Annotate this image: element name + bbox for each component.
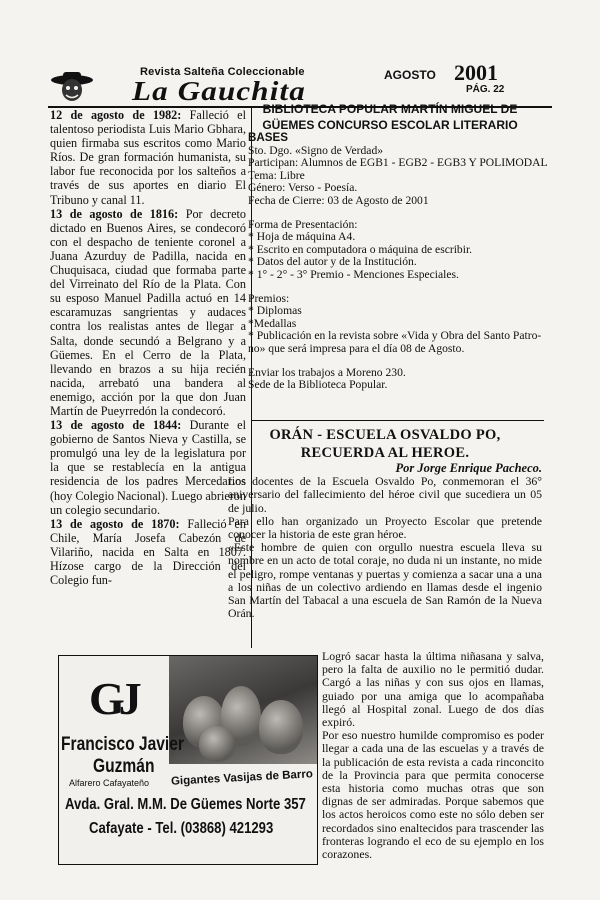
magazine-tagline: Revista Salteña Coleccionable: [140, 66, 305, 78]
contest-line: * Diplomas: [248, 304, 302, 318]
contest-line: Sede de la Biblioteca Popular.: [248, 378, 388, 392]
contest-line: Premios:: [248, 291, 290, 305]
article-continuation: [322, 650, 544, 861]
ephemeris-entry: [50, 517, 246, 587]
contest-line: no» que será impresa para el día 08 de Agosto.: [248, 341, 465, 355]
contest-line: Tema: Libre: [248, 168, 305, 182]
contest-title-line-2: GÜEMES CONCURSO ESCOLAR LITERARIO: [262, 118, 518, 132]
ephemeris-date: 13 de agosto de 1844:: [50, 418, 182, 433]
contest-line: Género: Verso - Poesía.: [248, 181, 358, 195]
contest-line: * Hoja de máquina A4.: [248, 230, 356, 244]
article-paragraph: Para ello han organizado un Proyecto Escolar que pretende conocer la historia de este gran héroe.: [228, 513, 542, 542]
library-contest-notice: [224, 100, 548, 392]
ephemeris-text: Durante el gobierno de Santos Nieva y Castilla, se promulgó una ley de la legislatura por la que se restablecía en la antigua residencia de los padres Mercedarios (hoy Colegio Nacional). Luego abrieron un colegio secundario.: [50, 418, 246, 517]
ephemeris-date: 13 de agosto de 1870:: [50, 516, 180, 531]
ephemerides-column: [50, 108, 246, 587]
ephemeris-date: 12 de agosto de 1982:: [50, 108, 182, 122]
article-paragraph: Logró sacar hasta la última niñasana y salva, pero la falta de auxilio no le permitió dudar. Cargó a las niñas y con sus ojos en llamas, guiado por una amiga que lo acompañaba llegó al Hospital zonal. Luego de dos días expiró.: [322, 649, 544, 730]
gaucho-logo-icon: [50, 70, 94, 104]
advertiser-first-name: Francisco Javier: [61, 734, 184, 755]
advertiser-slogan: Gigantes Vasijas de Barro: [170, 768, 314, 788]
oran-article: [228, 426, 542, 620]
pottery-advertisement: [58, 655, 318, 865]
contest-line: * Escrito en computadora o máquina de escribir.: [248, 242, 473, 256]
article-title-line-1: ORÁN - ESCUELA OSVALDO PO,: [269, 427, 501, 443]
article-title-line-2: RECUERDA AL HEROE.: [300, 445, 470, 461]
contest-body: [224, 131, 548, 392]
advertiser-city-phone: Cafayate - Tel. (03868) 421293: [89, 820, 274, 837]
advertiser-address: Avda. Gral. M.M. De Güemes Norte 357: [65, 796, 306, 813]
ephemeris-text: Por decreto dictado en Buenos Aires, se condecoró con el despacho de teniente coronel a Juana Azurduy de Padilla, nacida en Chuquisaca, ciudad que formaba parte del Virreinato del Río de la Plata. Con su esposo Manuel Padilla actuó en 14 escaramuzas sangrientas y audaces contra los realistas antes de llegar a Salta, donde secundó a Belgrano y a Güemes. En el Cerro de la Plata, llevando en brazos a su hija recién nacida, arrebató una bandera al enemigo, acción por la que don Juan Martín de Pueyrredón la condecoró.: [50, 206, 246, 418]
gj-monogram-logo: GJ: [89, 673, 136, 724]
article-paragraph: Los docentes de la Escuela Osvaldo Po, conmemoran el 36° aniversario del fallecimiento del héroe civil que sucediera un 05 de julio.: [228, 474, 542, 515]
article-paragraph: Por eso nuestro humilde compromiso es poder llegar a cada una de las escuelas y a través de la publicación de esta revista a cada rinconcito de la Provincia para que permita conocerse esta historia como muchas otras que son dignas de ser admiradas. Porque sabemos que los actos heroicos como este no sólo deben ser recordados sino enaltecidos para trascender las fronteras logrando el eco de su ejemplo en los corazones.: [322, 728, 544, 862]
section-divider: [252, 420, 544, 421]
clay-jars-photo: [169, 656, 317, 764]
ephemeris-entry: [50, 108, 246, 207]
ephemeris-date: 13 de agosto de 1816:: [50, 206, 179, 221]
ephemeris-entry: [50, 207, 246, 418]
contest-line: Enviar los trabajos a Moreno 230.: [248, 365, 406, 379]
advertiser-trade: Alfarero Cafayateño: [69, 778, 150, 788]
contest-line: Forma de Presentación:: [248, 217, 358, 231]
issue-year: 2001: [454, 60, 498, 85]
article-paragraph: «Este hombre de quien con orgullo nuestra escuela lleva su nombre en un acto de total coraje, no duda ni un instante, no mide el peligro, rompe ventanas y puertas y comienza a sacar una a una a los niñas de un colectivo ardiendo en llamas desde el ingenio San Martín del Tabacal a una escuela de San Ramón de la Nueva Orán.: [228, 540, 542, 621]
magazine-name: La Gauchita: [132, 76, 306, 106]
article-byline: Por Jorge Enrique Pacheco.: [395, 461, 542, 475]
contest-title-line-1: BIBLIOTECA POPULAR MARTÍN MIGUEL DE: [262, 102, 518, 116]
contest-line: Participan: Alumnos de EGB1 - EGB2 - EGB3 Y POLIMODAL: [248, 156, 548, 170]
contest-line: *Medallas: [248, 316, 297, 330]
issue-month: AGOSTO: [384, 68, 436, 82]
contest-line: Fecha de Cierre: 03 de Agosto de 2001: [248, 193, 429, 207]
ephemeris-text: Falleció el talentoso periodista Luis Mario Gbhara, quien firmaba sus escritos como Mario Ríos. De gran formación humanista, su labor fue reconocida por los salteños a través de sus aportes en diario El Tribuno y canal 11.: [50, 108, 246, 207]
contest-line: * 1° - 2° - 3° Premio - Menciones Especiales.: [248, 267, 459, 281]
contest-line: * Publicación en la revista sobre «Vida y Obra del Santo Patro-: [248, 329, 542, 343]
page-number: PÁG. 22: [466, 84, 505, 95]
contest-line: Sto. Dgo. «Signo de Verdad»: [248, 143, 384, 157]
ephemeris-text: Falleció en Chile, María Josefa Cabezón de Vilariño, nacida en Salta en 1807. Hízose cargo de la Dirección del Colegio fun-: [50, 516, 246, 588]
ephemeris-entry: [50, 418, 246, 517]
contest-bases-heading: BASES: [248, 131, 288, 144]
advertiser-last-name: Guzmán: [93, 756, 155, 777]
contest-line: * Datos del autor y de la Institución.: [248, 255, 417, 269]
